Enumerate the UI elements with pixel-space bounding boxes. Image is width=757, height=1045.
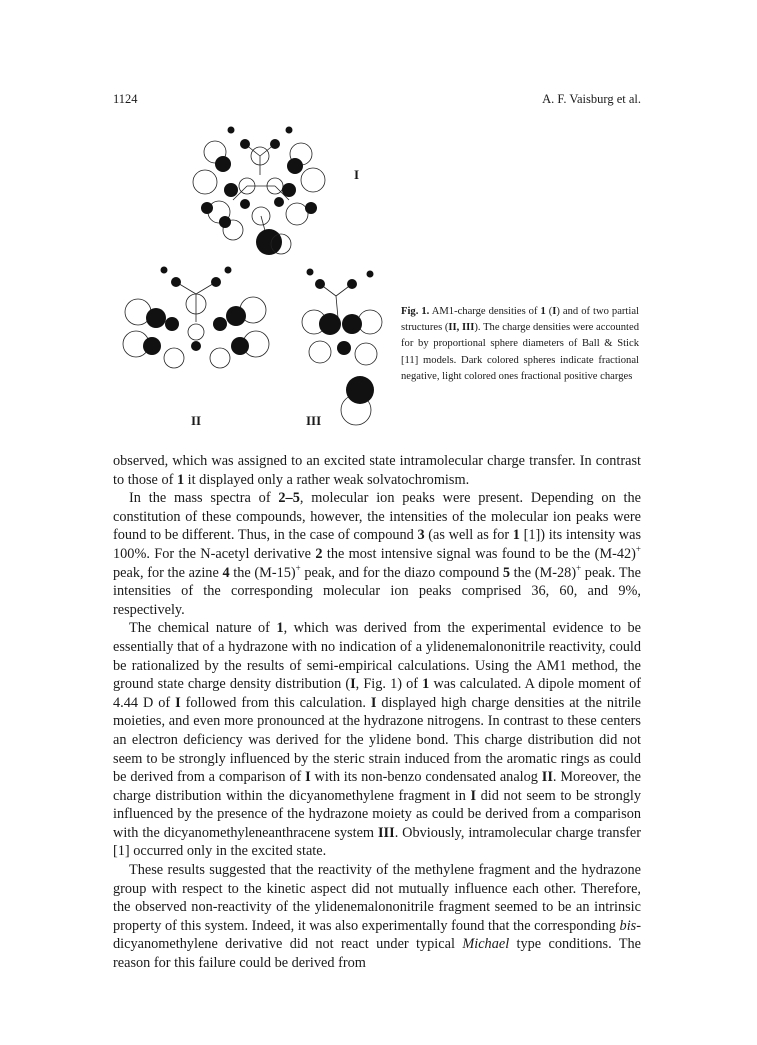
paragraph-3 <box>113 619 641 861</box>
text-run: observed, which was assigned to an excited state intramolecular charge transfer. In contrast to those of <box>113 453 641 488</box>
text-bold: I <box>175 694 181 711</box>
text-bold: 4 <box>222 564 230 581</box>
superscript: + <box>635 544 641 555</box>
text-bold: 3 <box>417 527 425 544</box>
caption-text: AM1-charge densities of <box>429 306 541 317</box>
caption-text: ). The charge densities were accounted for by proportional sphere diameters of Ball & Stick [11] models. Dark colored spheres indicate fractional negative, light colored ones fractional positive charges <box>401 322 639 382</box>
caption-text: ( <box>545 306 553 317</box>
text-run: The chemical nature of <box>129 620 277 637</box>
text-run: with its non-benzo condensated analog <box>310 769 542 786</box>
text-bold: II <box>541 769 553 786</box>
running-title: A. F. Vaisburg et al. <box>542 92 641 106</box>
paragraph-4 <box>113 861 641 973</box>
molecule-I-model <box>185 120 335 270</box>
caption-text: ) and of two partial structures ( <box>401 306 639 334</box>
text-run: the (M-28) <box>510 564 577 581</box>
text-bold: 2–5 <box>278 490 300 507</box>
structure-label-III: III <box>306 413 322 428</box>
molecule-III-model <box>290 262 390 442</box>
text-bold: 5 <box>502 564 511 581</box>
text-bold: 1 <box>512 527 520 544</box>
superscript: + <box>576 562 582 573</box>
text-bold: III <box>377 824 395 841</box>
text-italic: bis <box>619 917 637 934</box>
text-run: These results suggested that the reactivity of the methylene fragment and the hydrazone group with respect to the kinetic aspect did not mutually influence each other. Therefore, the observed non-reactivity of the ylidenemalononitrile fragment seemed to be an intrinsic property of this system. Indeed, it was also experimentally found that the corresponding <box>113 862 641 934</box>
text-run: In the mass spectra of <box>129 490 279 507</box>
superscript: + <box>295 562 301 573</box>
text-run: displayed high charge densities at the nitrile moieties, and even more pronounced at the hydrazone nitrogens. In contrast to these centers an electron deficiency was derived for the ylidene bond. This charge distribution did not seem to be strongly influenced by the steric strain induced from the aromatic rings as could be derived from a comparison of <box>113 694 641 786</box>
text-run: type conditions. The reason for this failure could be derived from <box>113 936 642 972</box>
text-run: followed from this calculation. <box>180 694 371 711</box>
caption-bold: II, III <box>448 322 475 334</box>
text-bold: 1 <box>276 620 284 637</box>
text-run: it displayed only a rather weak solvatochromism. <box>184 471 470 488</box>
text-bold: I <box>370 694 377 711</box>
text-bold: I <box>470 787 477 804</box>
paragraph-1 <box>113 452 641 489</box>
text-run: the (M-15) <box>229 564 296 581</box>
text-run: (as well as for <box>424 527 513 544</box>
caption-fig-label: Fig. 1. <box>401 306 430 317</box>
molecule-II-model <box>108 262 283 387</box>
paragraph-2 <box>113 489 641 619</box>
page-number: 1124 <box>113 92 138 106</box>
figure-caption <box>401 304 639 385</box>
text-run: . Obviously, intramolecular charge transfer [1] occurred only in the excited state. <box>113 824 642 860</box>
text-run: peak. The intensities of the corresponding molecular ion peaks comprised 36, 60, and 9%, respectively. <box>113 564 641 618</box>
text-run: was calculated. A dipole moment of 4.44 D of <box>113 676 641 711</box>
text-run: [1]) its intensity was 100%. For the N-acetyl derivative <box>113 527 642 562</box>
body-text <box>113 452 641 973</box>
text-bold: 1 <box>176 471 185 488</box>
text-bold: I <box>350 676 356 693</box>
text-bold: 1 <box>422 676 430 693</box>
text-run: , which was derived from the experimental evidence to be essentially that of a hydrazone with no indication of a ylidenemalononitrile reactivity, could be rationalized by the results of semi-empirical calculations. Using the AM1 method, the ground state charge density distribution ( <box>113 620 641 693</box>
structure-label-I: I <box>354 167 360 182</box>
text-run: , Fig. 1) of <box>355 676 423 693</box>
text-run: peak, for the azine <box>113 564 223 581</box>
text-run: did not seem to be strongly influenced by the presence of the hydrazone moiety as could be derived from a comparison with the dicyanomethyleneanthracene system <box>113 787 641 841</box>
text-run: -dicyanomethylene derivative did not react under typical <box>113 917 641 953</box>
text-bold: 2 <box>315 545 323 562</box>
text-run: the most intensive signal was found to be the (M-42) <box>322 545 636 562</box>
text-run: peak, and for the diazo compound <box>300 564 503 581</box>
structure-label-II: II <box>191 413 202 428</box>
caption-bold: I <box>552 306 557 317</box>
text-run: . Moreover, the charge distribution within the dicyanomethylene fragment in <box>113 769 642 804</box>
text-run: , molecular ion peaks were present. Depending on the constitution of these compounds, however, the intensities of the molecular ion peaks were found to be different. Thus, in the case of compound <box>113 490 642 544</box>
text-italic: Michael <box>462 936 510 953</box>
caption-bold: 1 <box>540 306 546 317</box>
text-bold: I <box>305 769 311 786</box>
